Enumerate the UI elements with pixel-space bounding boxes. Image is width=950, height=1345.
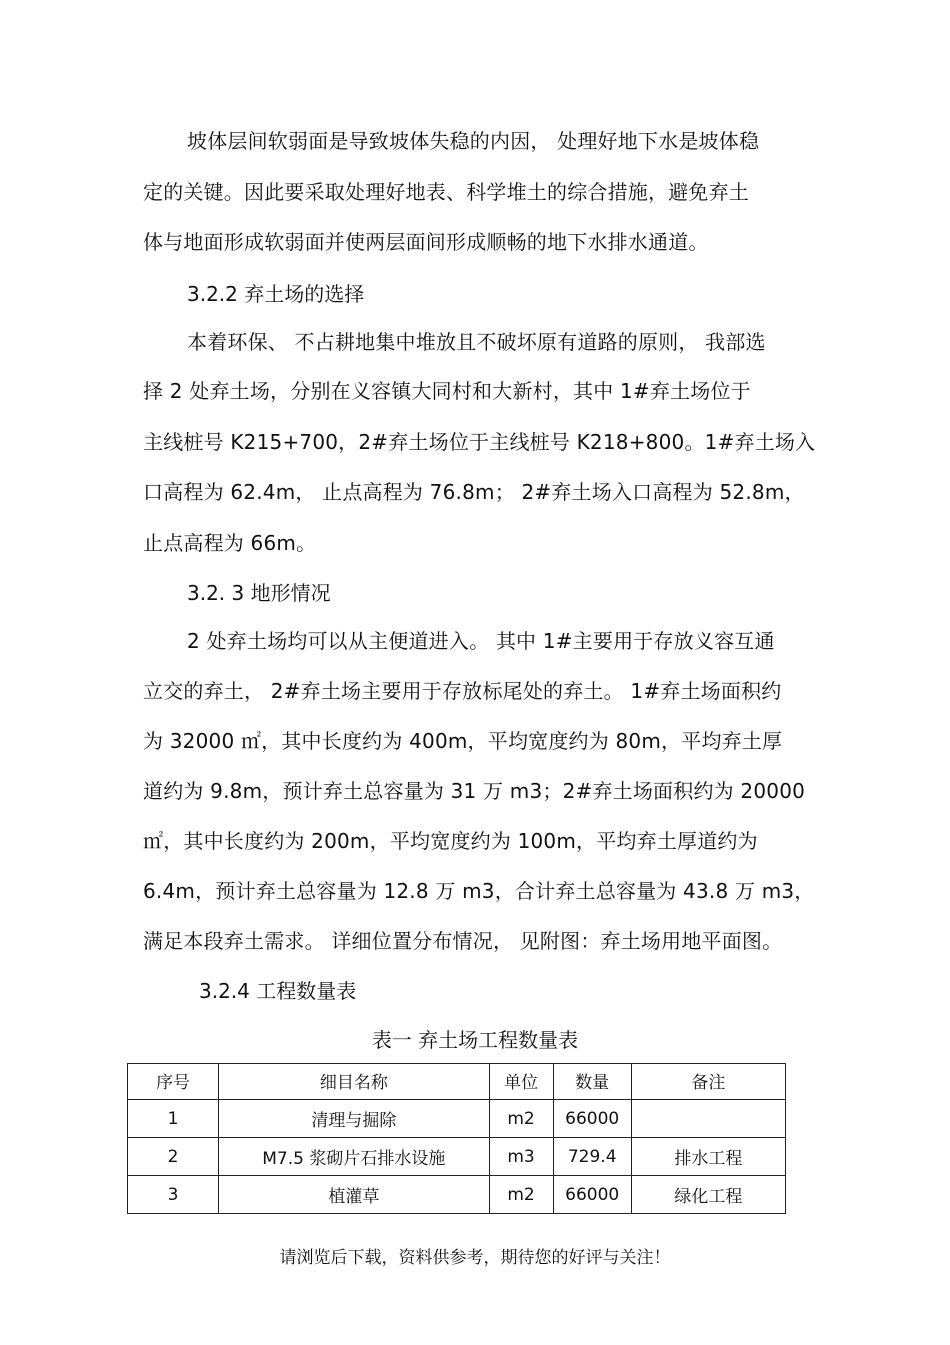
header-unit: 单位 [489, 1064, 553, 1100]
cell-quantity: 66000 [553, 1100, 631, 1138]
cell-index: 2 [128, 1138, 219, 1176]
cell-unit: m3 [489, 1138, 553, 1176]
header-index: 序号 [128, 1064, 219, 1100]
cell-remark: 排水工程 [631, 1138, 785, 1176]
header-quantity: 数量 [553, 1064, 631, 1100]
table-row [128, 1176, 786, 1214]
paragraph-3-line-6: 6.4m，预计弃土总容量为 12.8 万 m3，合计弃土总容量为 43.8 万 m3， [143, 879, 815, 903]
quantity-table [127, 1063, 786, 1214]
cell-unit: m2 [489, 1176, 553, 1214]
cell-quantity: 66000 [553, 1176, 631, 1214]
section-322-heading: 3.2.2 弃土场的选择 [187, 282, 365, 306]
cell-item-name: M7.5 浆砌片石排水设施 [219, 1138, 489, 1176]
footer-note: 请浏览后下载，资料供参考，期待您的好评与关注！ [279, 1248, 671, 1268]
cell-item-name: 清理与掘除 [219, 1100, 489, 1138]
paragraph-3-line-7: 满足本段弃土需求。 详细位置分布情况， 见附图：弃土场用地平面图。 [143, 929, 783, 953]
paragraph-3-line-3: 为 32000 ㎡，其中长度约为 400m，平均宽度约为 80m，平均弃土厚 [143, 729, 783, 753]
cell-unit: m2 [489, 1100, 553, 1138]
paragraph-1-line-2: 定的关键。因此要采取处理好地表、科学堆土的综合措施，避免弃土 [143, 180, 749, 204]
cell-index: 3 [128, 1176, 219, 1214]
paragraph-2-line-4: 口高程为 62.4m， 止点高程为 76.8m； 2#弃土场入口高程为 52.8m， [143, 480, 805, 504]
header-remark: 备注 [631, 1064, 785, 1100]
cell-quantity: 729.4 [553, 1138, 631, 1176]
cell-remark [631, 1100, 785, 1138]
paragraph-3-line-1: 2 处弃土场均可以从主便道进入。 其中 1#主要用于存放义容互通 [187, 629, 775, 653]
section-324-heading: 3.2.4 工程数量表 [199, 979, 357, 1003]
paragraph-3-line-2: 立交的弃土， 2#弃土场主要用于存放标尾处的弃土。 1#弃土场面积约 [143, 679, 782, 703]
paragraph-2-line-1: 本着环保、 不占耕地集中堆放且不破坏原有道路的原则， 我部选 [187, 330, 766, 354]
section-323-heading: 3.2. 3 地形情况 [187, 581, 331, 605]
table-title: 表一 弃土场工程数量表 [371, 1028, 579, 1052]
paragraph-3-line-5: ㎡，其中长度约为 200m，平均宽度约为 100m，平均弃土厚道约为 [143, 829, 758, 853]
paragraph-2-line-3: 主线桩号 K215+700，2#弃土场位于主线桩号 K218+800。1#弃土场入 [143, 430, 816, 454]
header-item-name: 细目名称 [219, 1064, 489, 1100]
paragraph-3-line-4: 道约为 9.8m，预计弃土总容量为 31 万 m3；2#弃土场面积约为 20000 [143, 779, 806, 803]
paragraph-2-line-2: 择 2 处弃土场，分别在义容镇大同村和大新村，其中 1#弃土场位于 [143, 379, 751, 403]
cell-remark: 绿化工程 [631, 1176, 785, 1214]
table-row [128, 1100, 786, 1138]
cell-index: 1 [128, 1100, 219, 1138]
paragraph-2-line-5: 止点高程为 66m。 [143, 531, 317, 555]
cell-item-name: 植灌草 [219, 1176, 489, 1214]
paragraph-1-line-3: 体与地面形成软弱面并使两层面间形成顺畅的地下水排水通道。 [143, 230, 709, 254]
paragraph-1-line-1: 坡体层间软弱面是导致坡体失稳的内因， 处理好地下水是坡体稳 [187, 129, 760, 153]
table-row [128, 1138, 786, 1176]
table-header-row [128, 1064, 786, 1100]
